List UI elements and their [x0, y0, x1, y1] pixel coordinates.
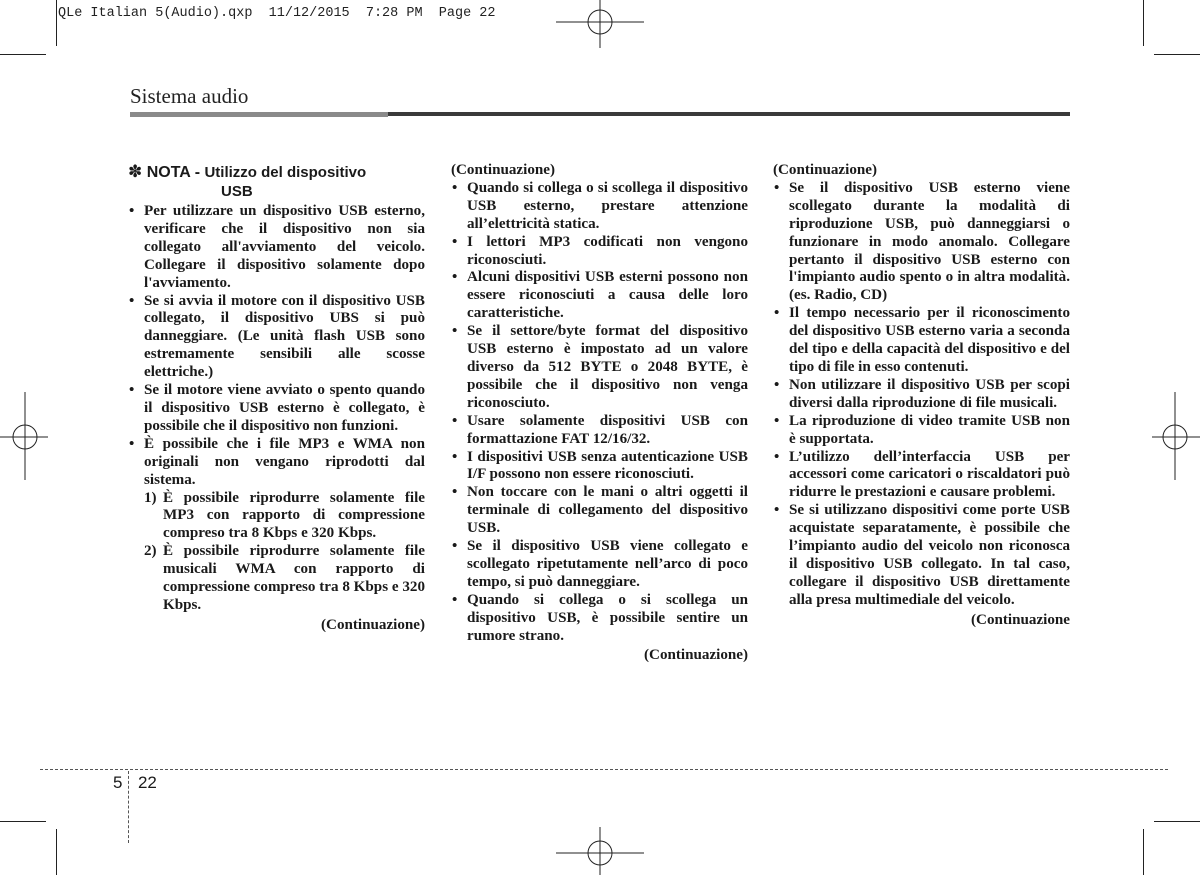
registration-mark-bottom — [556, 827, 644, 875]
note-star-icon: ✽ — [128, 162, 143, 181]
list-item: • Se si utilizzano dispositivi come porte USB acquistate separatamente, è possibile che l’impianto audio del veicolo non riconosca il dispositivo USB collegato. In tal caso, collegare il dispositivo USB direttamente alla presa multimediale del veicolo. — [773, 502, 1070, 609]
note-title-line2: USB — [221, 183, 253, 200]
print-slug-line: QLe Italian 5(Audio).qxp 11/12/2015 7:28 PM Page 22 — [58, 6, 496, 21]
list-item: • Usare solamente dispositivi USB con formattazione FAT 12/16/32. — [451, 413, 748, 449]
list-item: • Quando si collega o si scollega il dispositivo USB esterno, prestare attenzione all’elettricità statica. — [451, 180, 748, 234]
list-item: • La riproduzione di video tramite USB non è supportata. — [773, 413, 1070, 449]
text-column-1 — [128, 162, 425, 635]
sublist-item — [144, 543, 425, 615]
continuation-label: (Continuazione) — [321, 616, 425, 633]
page-number — [113, 773, 157, 793]
registration-mark-top — [556, 0, 644, 50]
list-item: • Se il settore/byte format del dispositivo USB esterno è impostato ad un valore diverso da 512 BYTE o 2048 BYTE, è possibile che il dispositivo non venga riconosciuto. — [451, 323, 748, 413]
bullet-list — [451, 180, 748, 646]
registration-mark-left — [0, 392, 50, 480]
list-item: • Se il dispositivo USB esterno viene scollegato durante la modalità di riproduzione USB, può danneggiarsi o funzionare in modo anomalo. Collegare pertanto il dispositivo USB esterno con l'impianto audio spento o in altra modalità. (es. Radio, CD) — [773, 180, 1070, 305]
note-label: NOTA - — [146, 164, 205, 181]
sublist-number: 2) — [144, 543, 157, 560]
numbered-sublist — [128, 490, 425, 615]
list-item: • Se si avvia il motore con il dispositivo USB collegato, il dispositivo UBS si può danneggiare. (Le unità flash USB sono estremamente sensibili alle scosse elettriche.) — [128, 293, 425, 383]
bullet-list — [128, 203, 425, 490]
list-item: • Non utilizzare il dispositivo USB per scopi diversi dalla riproduzione di file musicali. — [773, 377, 1070, 413]
list-item: • È possibile che i file MP3 e WMA non originali non vengano riprodotti dal sistema. — [128, 436, 425, 490]
note-title-line1: Utilizzo del dispositivo — [204, 164, 367, 181]
text-column-2 — [451, 162, 748, 665]
bullet-list — [773, 180, 1070, 610]
list-item: • Se il dispositivo USB viene collegato e scollegato ripetutamente nell’arco di poco tempo, si può danneggiare. — [451, 538, 748, 592]
list-item: • I dispositivi USB senza autenticazione USB I/F possono non essere riconosciuti. — [451, 449, 748, 485]
list-item: • Per utilizzare un dispositivo USB esterno, verificare che il dispositivo non sia collegato all'avviamento del veicolo. Collegare il dispositivo solamente dopo l'avviamento. — [128, 203, 425, 293]
continuation-label: (Continuazione) — [644, 647, 748, 664]
registration-mark-right — [1150, 392, 1200, 480]
list-item: • Il tempo necessario per il riconoscimento del dispositivo USB esterno varia a seconda del tipo e della capacità del dispositivo e del tipo di file in esso contenuti. — [773, 305, 1070, 377]
continuation-heading: (Continuazione) — [773, 162, 877, 178]
list-item: • Quando si collega o si scollega un dispositivo USB, è possibile sentire un rumore strano. — [451, 592, 748, 646]
note-heading — [128, 162, 425, 201]
list-item: • Se il motore viene avviato o spento quando il dispositivo USB esterno è collegato, è possibile che il dispositivo non funzioni. — [128, 382, 425, 436]
sublist-text: È possibile riprodurre solamente file MP3 con rapporto di compressione compreso tra 8 Kbps e 320 Kbps. — [163, 489, 425, 542]
continuation-heading: (Continuazione) — [451, 162, 555, 178]
footer-rule — [40, 769, 1168, 770]
chapter-number: 5 — [113, 773, 123, 792]
list-item: • Non toccare con le mani o altri oggetti il terminale di collegamento del dispositivo USB. — [451, 484, 748, 538]
sublist-text: È possibile riprodurre solamente file musicali WMA con rapporto di compressione compreso tra 8 Kbps e 320 Kbps. — [163, 543, 425, 613]
continuation-label: (Continuazione — [971, 611, 1070, 628]
sublist-number: 1) — [144, 489, 157, 506]
header-rule-accent — [130, 112, 388, 117]
list-item: • I lettori MP3 codificati non vengono riconosciuti. — [451, 234, 748, 270]
list-item: • L’utilizzo dell’interfaccia USB per accessori come caricatori o riscaldatori può ridurre le prestazioni e causare problemi. — [773, 449, 1070, 503]
sublist-item — [144, 490, 425, 544]
text-column-3 — [773, 162, 1070, 630]
page-number-value: 22 — [137, 773, 157, 792]
section-title: Sistema audio — [130, 84, 249, 108]
list-item: • Alcuni dispositivi USB esterni possono non essere riconosciuti a causa delle loro caratteristiche. — [451, 269, 748, 323]
